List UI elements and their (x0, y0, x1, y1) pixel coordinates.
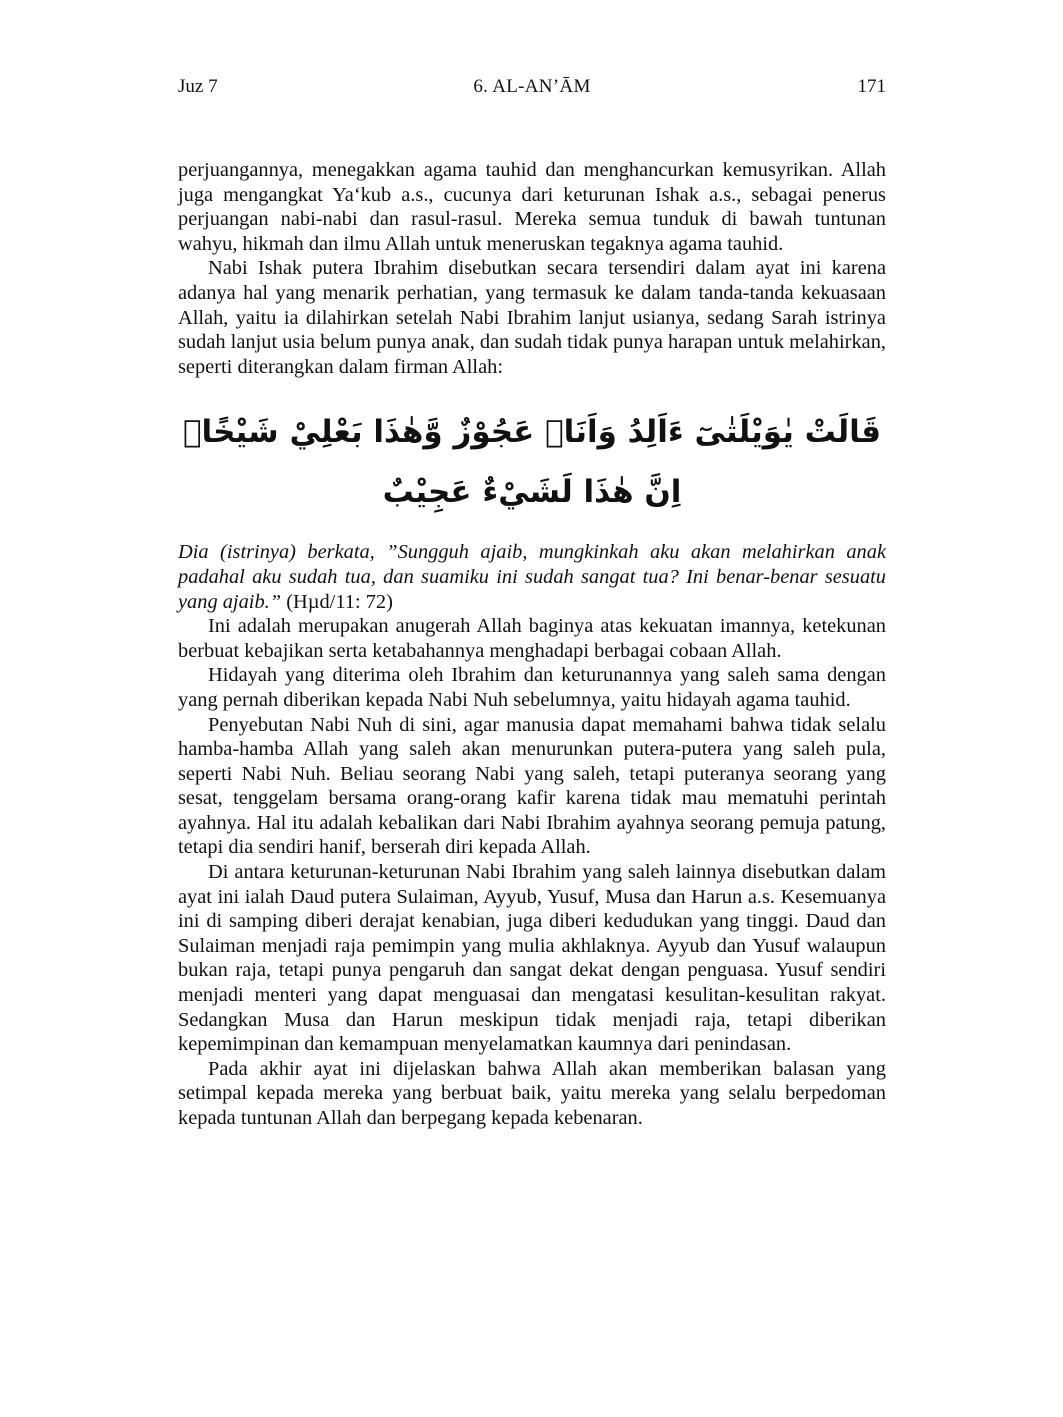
arabic-verse: قَالَتْ يٰوَيْلَتٰىٓ ءَاَلِدُ وَاَنَا۠ عَجُوْزٌ وَّهٰذَا بَعْلِيْ شَيْخًاۗ اِنَّ هٰذَا لَشَيْءٌ عَجِيْبٌ (182, 414, 882, 511)
surah-title: 6. AL-AN’ĀM (473, 76, 591, 97)
juz-label: Juz 7 (178, 76, 218, 97)
verse-reference: (Hµd/11: 72) (286, 590, 393, 613)
verse-translation (178, 540, 886, 614)
paragraph: Penyebutan Nabi Nuh di sini, agar manusia dapat memahami bahwa tidak selalu hamba-hamba Allah yang saleh akan menurunkan putera-putera yang saleh pula, seperti Nabi Nuh. Beliau seorang Nabi yang saleh, tetapi puteranya seorang yang sesat, tenggelam bersama orang-orang kafir karena tidak mau mematuhi perintah ayahnya. Hal itu adalah kebalikan dari Nabi Ibrahim ayahnya seorang pemuja patung, tetapi dia sendiri hanif, berserah diri kepada Allah. (178, 713, 886, 859)
page-number: 171 (857, 76, 886, 97)
page-header (178, 76, 886, 102)
paragraph: Di antara keturunan-keturunan Nabi Ibrahim yang saleh lainnya disebutkan dalam ayat ini ialah Daud putera Sulaiman, Ayyub, Yusuf, Musa dan Harun a.s. Kesemuanya ini di samping diberi derajat kenabian, juga diberi kedudukan yang tinggi. Daud dan Sulaiman menjadi raja pemimpin yang mulia akhlaknya. Ayyub dan Yusuf walaupun bukan raja, tetapi punya pengaruh dan sangat dekat dengan penguasa. Yusuf sendiri menjadi menteri yang dapat menguasai dan mengatasi kesulitan-kesulitan rakyat. Sedangkan Musa dan Harun meskipun tidak menjadi raja, tetapi diberikan kepemimpinan dan kemampuan menyelamatkan kaumnya dari penindasan. (178, 861, 886, 1056)
paragraph: perjuangannya, menegakkan agama tauhid dan menghancurkan kemusyrikan. Allah juga mengangkat Ya‘kub a.s., cucunya dari keturunan Ishak a.s., sebagai penerus perjuangan nabi-nabi dan rasul-rasul. Mereka semua tunduk di bawah tuntunan wahyu, hikmah dan ilmu Allah untuk meneruskan tegaknya agama tauhid. (178, 159, 886, 255)
paragraph: Ini adalah merupakan anugerah Allah baginya atas kekuatan imannya, ketekunan berbuat kebajikan serta ketabahannya menghadapi berbagai cobaan Allah. (178, 615, 886, 662)
page-body (178, 158, 886, 1131)
paragraph: Nabi Ishak putera Ibrahim disebutkan secara tersendiri dalam ayat ini karena adanya hal yang menarik perhatian, yang termasuk ke dalam tanda-tanda kekuasaan Allah, yaitu ia dilahirkan setelah Nabi Ibrahim lanjut usianya, sedang Sarah istrinya sudah lanjut usia belum punya anak, dan sudah tidak punya harapan untuk melahirkan, seperti diterangkan dalam firman Allah: (178, 257, 886, 378)
translation-text: Dia (istrinya) berkata, ”Sungguh ajaib, mungkinkah aku akan melahirkan anak padahal aku sudah tua, dan suamiku ini sudah sangat tua? Ini benar-benar sesuatu yang ajaib.” (178, 541, 886, 613)
paragraph: Hidayah yang diterima oleh Ibrahim dan keturunannya yang saleh sama dengan yang pernah diberikan kepada Nabi Nuh sebelumnya, yaitu hidayah agama tauhid. (178, 664, 886, 711)
paragraph: Pada akhir ayat ini dijelaskan bahwa Allah akan memberikan balasan yang setimpal kepada mereka yang berbuat baik, yaitu mereka yang selalu berpedoman kepada tuntunan Allah dan berpegang kepada kebenaran. (178, 1057, 886, 1129)
